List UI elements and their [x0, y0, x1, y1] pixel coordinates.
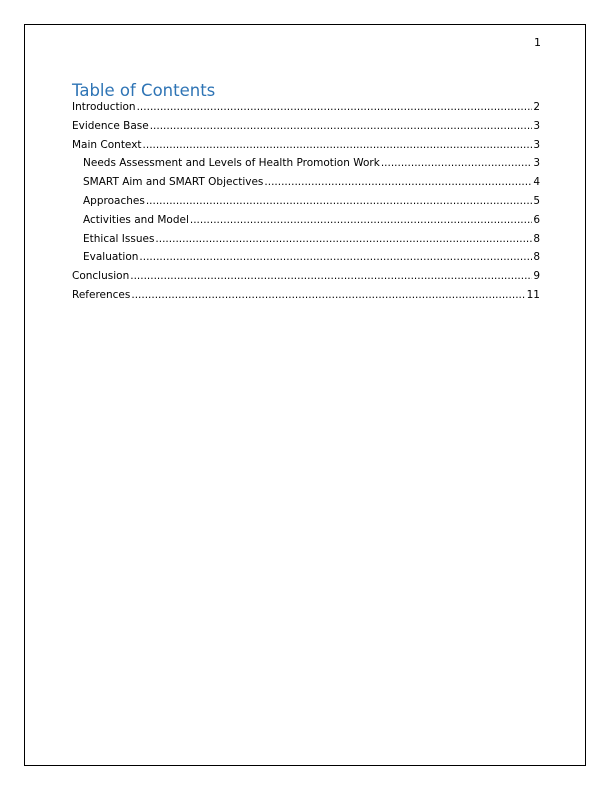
- toc-entry-main-context[interactable]: [72, 139, 540, 158]
- toc-entry-label: Evaluation: [83, 251, 139, 264]
- toc-entry-activities-and-model[interactable]: [72, 214, 540, 233]
- toc-entry-label: Conclusion: [72, 270, 130, 283]
- toc-entry-label: Activities and Model: [83, 213, 189, 226]
- toc-entry-label: References: [72, 288, 131, 301]
- toc-dot-leader: [130, 270, 532, 282]
- toc-entry-label: SMART Aim and SMART Objectives: [83, 176, 264, 189]
- toc-entry-label: Approaches: [83, 194, 145, 207]
- toc-dot-leader: [150, 120, 533, 132]
- toc-title: Table of Contents: [72, 81, 216, 100]
- toc-entry-label: Introduction: [72, 101, 136, 113]
- toc-entry-introduction[interactable]: [72, 101, 540, 120]
- toc-dot-leader: [139, 251, 532, 263]
- toc-dot-leader: [137, 101, 533, 113]
- toc-entry-label: Needs Assessment and Levels of Health Promotion Work: [83, 157, 380, 170]
- toc-dot-leader: [131, 289, 525, 301]
- toc-entry-approaches[interactable]: [72, 195, 540, 214]
- toc-entry-page: 3: [533, 157, 540, 170]
- page-number: 1: [534, 36, 541, 49]
- toc-entry-needs-assessment[interactable]: [72, 157, 540, 176]
- toc-entry-conclusion[interactable]: [72, 270, 540, 289]
- toc-entry-label: Ethical Issues: [83, 232, 155, 245]
- toc-entry-ethical-issues[interactable]: [72, 233, 540, 252]
- toc-dot-leader: [155, 233, 532, 245]
- toc-entry-page: 4: [533, 176, 540, 189]
- toc-entry-page: 3: [533, 119, 540, 132]
- toc-entry-page: 9: [533, 270, 540, 283]
- toc-dot-leader: [146, 195, 532, 207]
- toc-entry-page: 5: [533, 194, 540, 207]
- toc-entry-references[interactable]: [72, 289, 540, 308]
- toc-dot-leader: [381, 157, 533, 169]
- toc-entry-label: Main Context: [72, 138, 142, 151]
- toc-entry-page: 11: [526, 288, 540, 301]
- toc-dot-leader: [264, 176, 532, 188]
- toc-dot-leader: [190, 214, 532, 226]
- toc-entry-page: 8: [533, 251, 540, 264]
- toc-entry-page: 3: [533, 138, 540, 151]
- toc-entry-label: Evidence Base: [72, 119, 149, 132]
- toc-dot-leader: [143, 139, 533, 151]
- toc-entry-page: 8: [533, 232, 540, 245]
- toc-entry-evaluation[interactable]: [72, 251, 540, 270]
- toc-entry-page: 6: [533, 213, 540, 226]
- toc-entry-smart-aim[interactable]: [72, 176, 540, 195]
- toc-entry-page: 2: [533, 101, 540, 113]
- table-of-contents: [72, 101, 540, 308]
- toc-entry-evidence-base[interactable]: [72, 120, 540, 139]
